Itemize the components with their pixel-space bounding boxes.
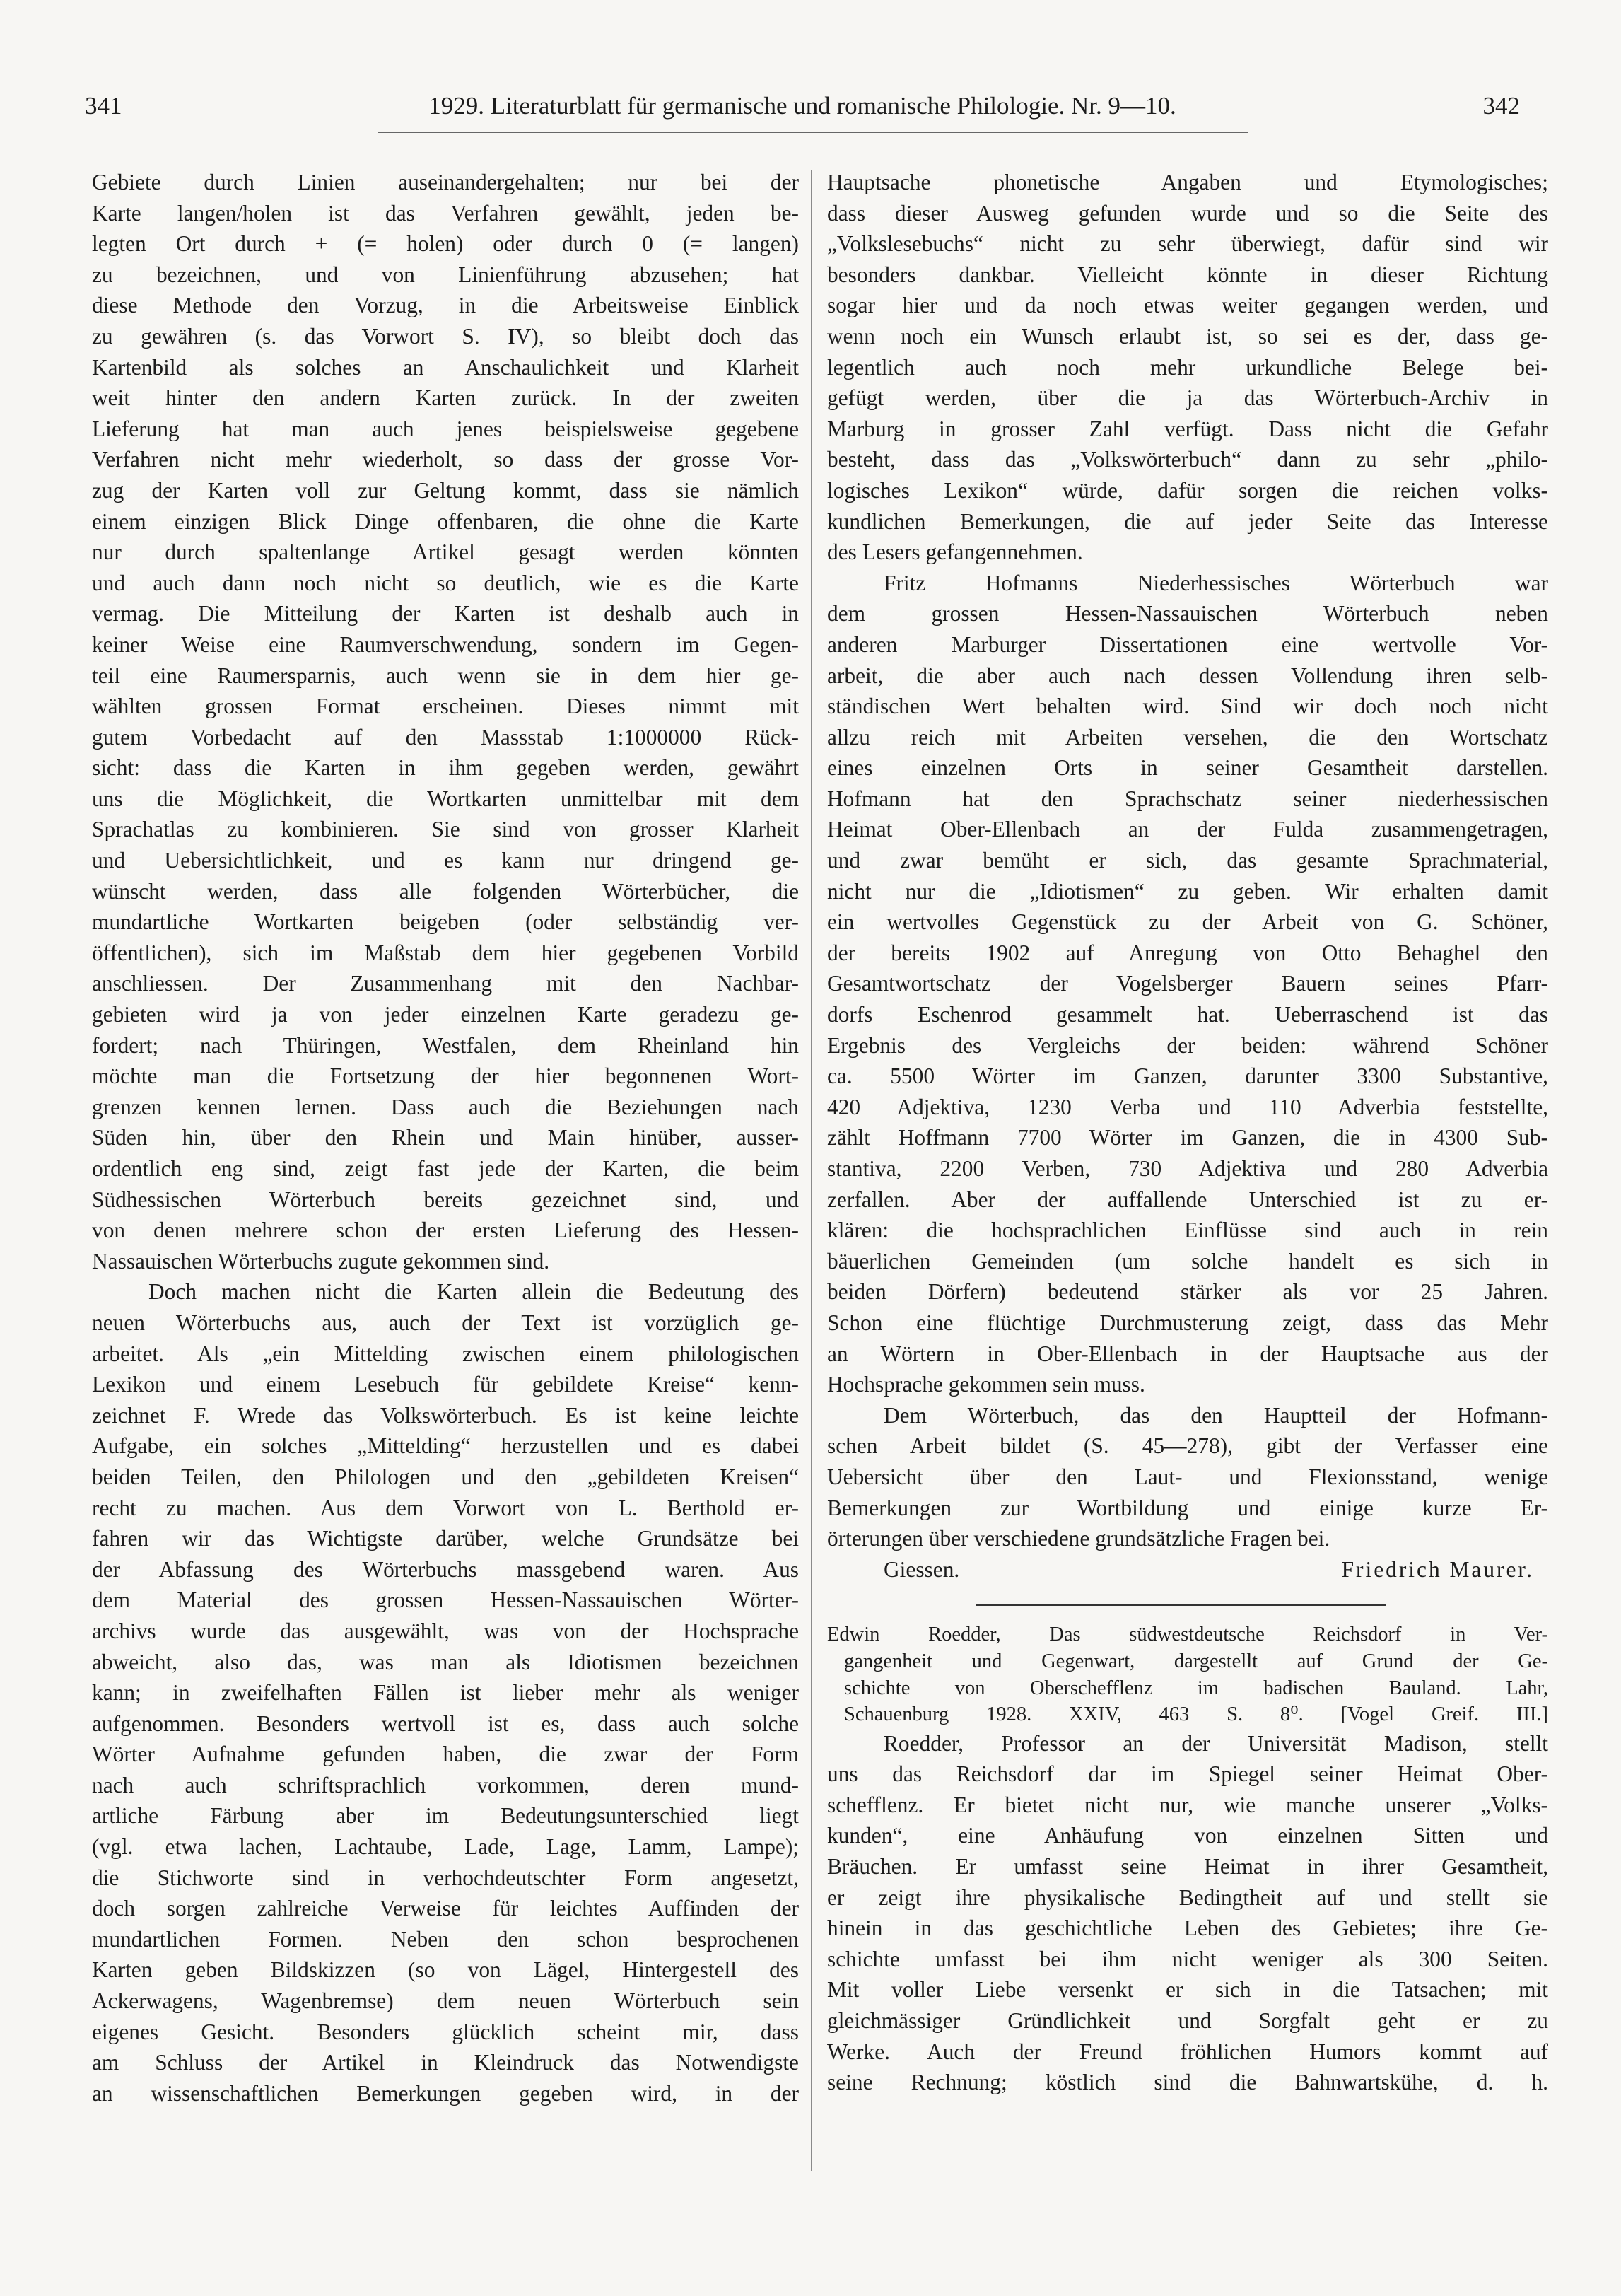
text-line: (vgl. etwa lachen, Lachtaube, Lade, Lage, Lamm, Lampe); [92,1834,799,1860]
text-line: beiden Dörfern) bedeutend stärker als vor 25 Jahren. [827,1279,1548,1305]
text-line: weit hinter den andern Karten zurück. In der zweiten [92,385,799,411]
text-line: Gesamtwortschatz der Vogelsberger Bauern seines Pfarr- [827,971,1548,996]
text-line: allzu reich mit Arbeiten versehen, die den Wortschatz [827,724,1548,750]
text-line: Heimat Ober-Ellenbach an der Fulda zusammengetragen, [827,817,1548,842]
text-line: Uebersicht über den Laut- und Flexionsstand, wenige [827,1464,1548,1489]
text-line: am Schluss der Artikel in Kleindruck das Notwendigste [92,2050,799,2075]
text-line: die Stichworte sind in verhochdeutschter Form angesetzt, [92,1865,799,1890]
text-line: Hofmann hat den Sprachschatz seiner niederhessischen [827,786,1548,811]
text-line: zu bezeichnen, und von Linienführung abzusehen; hat [92,262,799,287]
text-line: vermag. Die Mitteilung der Karten ist deshalb auch in [92,601,799,627]
text-line: legten Ort durch + (= holen) oder durch 0 (= langen) [92,231,799,257]
text-line: eigenes Gesicht. Besonders glücklich scheint mir, dass [92,2019,799,2044]
text-line: arbeitet. Als „ein Mittelding zwischen einem philologischen [92,1341,799,1366]
text-line: Süden hin, über den Rhein und Main hinüber, ausser- [92,1125,799,1150]
text-line: hinein in das geschichtliche Leben des Gebietes; ihre Ge- [827,1916,1548,1941]
text-line: des Lesers gefangennehmen. [827,540,1083,565]
text-line: gefügt werden, über die ja das Wörterbuch-Archiv in [827,385,1548,411]
text-line: arbeit, die aber auch nach dessen Vollendung ihren selb- [827,663,1548,688]
text-line: klären: die hochsprachlichen Einflüsse sind auch in rein [827,1218,1548,1243]
text-line: Nassauischen Wörterbuchs zugute gekommen sind. [92,1248,550,1274]
text-line: schichte umfasst bei ihm nicht weniger als 300 Seiten. [827,1946,1548,1971]
text-line: er zeigt ihre physikalische Bedingtheit auf und stellt sie [827,1884,1548,1910]
text-line: öffentlichen), sich im Maßstab dem hier gegebenen Vorbild [92,940,799,965]
text-line: mundartliche Wortkarten beigeben (oder selbständig ver- [92,909,799,935]
text-line: grenzen kennen lernen. Dass auch die Beziehungen nach [92,1094,799,1119]
text-line: abweicht, also das, was man als Idiotismen bezeichnen [92,1649,799,1674]
text-line: gutem Vorbedacht auf den Massstab 1:1000000 Rück- [92,724,799,750]
text-line: Doch machen nicht die Karten allein die Bedeutung des [148,1279,799,1305]
text-line: ordentlich eng sind, zeigt fast jede der Karten, die beim [92,1156,799,1181]
text-line: Lexikon und einem Lesebuch für gebildete Kreise“ kenn- [92,1372,799,1397]
text-line: fordert; nach Thüringen, Westfalen, dem Rheinland hin [92,1032,799,1058]
text-line: Karte langen/holen ist das Verfahren gewählt, jeden be- [92,200,799,226]
text-line: Bräuchen. Er umfasst seine Heimat in ihrer Gesamtheit, [827,1854,1548,1880]
text-line: dorfs Eschenrod gesammelt hat. Ueberraschend ist das [827,1002,1548,1027]
text-line: sogar hier und da noch etwas weiter gegangen werden, und [827,293,1548,318]
text-line: Ergebnis des Vergleichs der beiden: während Schöner [827,1032,1548,1058]
text-line: der bereits 1902 auf Anregung von Otto Behaghel den [827,940,1548,965]
text-line: beiden Teilen, den Philologen und den „gebildeten Kreisen“ [92,1464,799,1489]
text-line: „Volkslesebuchs“ nicht zu sehr überwiegt, dafür sind wir [827,231,1548,257]
text-line: der Abfassung des Wörterbuchs massgebend waren. Aus [92,1556,799,1582]
text-line: gebieten wird ja von jeder einzelnen Karte geradezu ge- [92,1002,799,1027]
text-line: kunden“, eine Anhäufung von einzelnen Sitten und [827,1823,1548,1848]
text-line: doch sorgen zahlreiche Verweise für leichtes Auffinden der [92,1896,799,1921]
text-line: Wörter Aufnahme gefunden haben, die zwar der Form [92,1742,799,1767]
text-line: und auch dann noch nicht so deutlich, wie es die Karte [92,570,799,595]
text-line: Lieferung hat man auch jenes beispielsweise gegebene [92,416,799,441]
text-line: schen Arbeit bildet (S. 45—278), gibt der Verfasser eine [827,1433,1548,1459]
text-line: örterungen über verschiedene grundsätzliche Fragen bei. [827,1526,1330,1551]
text-line: seine Rechnung; köstlich sind die Bahnwartskühe, d. h. [827,2070,1548,2095]
running-header [85,85,1520,127]
text-line: fahren wir das Wichtigste darüber, welche Grundsätze bei [92,1526,799,1551]
right-column [827,167,1548,2098]
text-line: schichte von Oberschefflenz im badischen Bauland. Lahr, [844,1677,1548,1699]
text-line: Südhessischen Wörterbuch bereits gezeichnet sind, und [92,1187,799,1212]
text-line: mundartlichen Formen. Neben den schon besprochenen [92,1926,799,1952]
text-line: besteht, dass das „Volkswörterbuch“ dann zu sehr „philo- [827,447,1548,472]
text-line: wünscht werden, dass alle folgenden Wörterbücher, die [92,878,799,904]
text-line: eines einzelnen Orts in seiner Gesamtheit darstellen. [827,755,1548,781]
text-line: diese Methode den Vorzug, in die Arbeitsweise Einblick [92,293,799,318]
section-rule [976,1604,1386,1606]
text-line: einem einzigen Blick Dinge offenbaren, die ohne die Karte [92,508,799,534]
text-line: Verfahren nicht mehr wiederholt, so dass der grosse Vor- [92,447,799,472]
text-line: zeichnet F. Wrede das Volkswörterbuch. Es ist keine leichte [92,1402,799,1428]
left-column [92,167,799,2109]
text-line: anderen Marburger Dissertationen eine wertvolle Vor- [827,631,1548,657]
text-line: neuen Wörterbuchs aus, auch der Text ist vorzüglich ge- [92,1310,799,1335]
bibliographic-entry [827,1621,1548,1727]
text-line: Edwin Roedder, Das südwestdeutsche Reichsdorf in Ver- [827,1624,1548,1646]
text-line: und zwar bemüht er sich, das gesamte Sprachmaterial, [827,848,1548,873]
text-line: Schon eine flüchtige Durchmusterung zeigt, dass das Mehr [827,1310,1548,1335]
column-divider [811,170,812,2171]
text-line: legentlich auch noch mehr urkundliche Belege bei- [827,354,1548,380]
text-line: ein wertvolles Gegenstück zu der Arbeit von G. Schöner, [827,909,1548,935]
page-number-right: 342 [1482,92,1520,120]
text-line: 420 Adjektiva, 1230 Verba und 110 Adverbia feststellte, [827,1094,1548,1119]
text-line: wählten grossen Format erscheinen. Dieses nimmt mit [92,694,799,719]
text-line: Fritz Hofmanns Niederhessisches Wörterbuch war [884,570,1548,595]
page-number-left: 341 [85,92,122,120]
text-line: bäuerlichen Gemeinden (um solche handelt es sich in [827,1248,1548,1274]
text-line: Ackerwagens, Wagenbremse) dem neuen Wörterbuch sein [92,1988,799,2014]
text-line: keiner Weise eine Raumverschwendung, sondern im Gegen- [92,631,799,657]
review-roedder-text [827,1728,1548,2098]
text-line: stantiva, 2200 Verben, 730 Adjektiva und 280 Adverbia [827,1156,1548,1181]
text-line: logisches Lexikon“ würde, dafür sorgen die reichen volks- [827,477,1548,503]
text-line: und Uebersichtlichkeit, und es kann nur dringend ge- [92,848,799,873]
signature [827,1554,1548,1585]
signature-name: Friedrich Maurer. [1341,1556,1534,1582]
text-line: uns die Möglichkeit, die Wortkarten unmittelbar mit dem [92,786,799,811]
text-line: Hauptsache phonetische Angaben und Etymologisches; [827,170,1548,194]
text-line: dem grossen Hessen-Nassauischen Wörterbuch neben [827,601,1548,627]
text-line: ca. 5500 Wörter im Ganzen, darunter 3300 Substantive, [827,1063,1548,1089]
text-line: Werke. Auch der Freund fröhlichen Humors kommt auf [827,2039,1548,2064]
signature-place: Giessen. [884,1556,960,1582]
text-line: wenn noch ein Wunsch erlaubt ist, so sei es der, dass ge- [827,323,1548,349]
text-line: kann; in zweifelhaften Fällen ist lieber mehr als weniger [92,1680,799,1706]
text-line: anschliessen. Der Zusammenhang mit den Nachbar- [92,971,799,996]
text-line: Schauenburg 1928. XXIV, 463 S. 8⁰. [Vogel Greif. III.] [844,1703,1548,1726]
text-line: sicht: dass die Karten in ihm gegeben werden, gewährt [92,755,799,781]
text-line: teil eine Raumersparnis, auch wenn sie in dem hier ge- [92,663,799,688]
text-line: uns das Reichsdorf dar im Spiegel seiner Heimat Ober- [827,1761,1548,1787]
text-line: gleichmässiger Gründlichkeit und Sorgfalt geht er zu [827,2008,1548,2034]
journal-title: 1929. Literaturblatt für germanische und romanische Philologie. Nr. 9—10. [428,92,1176,120]
text-line: Roedder, Professor an der Universität Madison, stellt [884,1730,1548,1756]
text-line: zu gewähren (s. das Vorwort S. IV), so bleibt doch das [92,323,799,349]
text-line: schefflenz. Er bietet nicht nur, wie manche unserer „Volks- [827,1792,1548,1817]
text-line: Karten geben Bildskizzen (so von Lägel, Hintergestell des [92,1957,799,1983]
text-line: Hochsprache gekommen sein muss. [827,1372,1145,1397]
text-line: nicht nur die „Idiotismen“ zu geben. Wir erhalten damit [827,878,1548,904]
text-line: Aufgabe, ein solches „Mittelding“ herzustellen und es dabei [92,1433,799,1459]
text-line: zug der Karten voll zur Geltung kommt, dass sie nämlich [92,477,799,503]
text-line: dem Material des grossen Hessen-Nassauischen Wörter- [92,1587,799,1613]
text-line: von denen mehrere schon der ersten Lieferung des Hessen- [92,1218,799,1243]
text-line: nur durch spaltenlange Artikel gesagt werden könnten [92,540,799,565]
text-line: Marburg in grosser Zahl verfügt. Dass nicht die Gefahr [827,416,1548,441]
text-line: an wissenschaftlichen Bemerkungen gegeben wird, in der [92,2080,799,2106]
text-line: aufgenommen. Besonders wertvoll ist es, dass auch solche [92,1711,799,1736]
text-line: möchte man die Fortsetzung der hier begonnenen Wort- [92,1063,799,1089]
text-line: zerfallen. Aber der auffallende Unterschied ist zu er- [827,1187,1548,1212]
review-hofmann-text [827,167,1548,1554]
text-line: gangenheit und Gegenwart, dargestellt auf Grund der Ge- [844,1650,1548,1672]
text-line: zählt Hoffmann 7700 Wörter im Ganzen, die in 4300 Sub- [827,1125,1548,1150]
text-line: Dem Wörterbuch, das den Hauptteil der Hofmann- [884,1402,1548,1428]
text-line: kundlichen Bemerkungen, die auf jeder Seite das Interesse [827,508,1548,534]
text-line: Sprachatlas zu kombinieren. Sie sind von grosser Klarheit [92,817,799,842]
text-line: an Wörtern in Ober-Ellenbach in der Hauptsache aus der [827,1341,1548,1366]
text-line: Kartenbild als solches an Anschaulichkeit und Klarheit [92,354,799,380]
text-line: besonders dankbar. Vielleicht könnte in dieser Richtung [827,262,1548,287]
text-line: dass dieser Ausweg gefunden wurde und so die Seite des [827,200,1548,226]
text-line: artliche Färbung aber im Bedeutungsunterschied liegt [92,1803,799,1829]
text-line: ständischen Wert behalten wird. Sind wir doch noch nicht [827,694,1548,719]
text-line: recht zu machen. Aus dem Vorwort von L. Berthold er- [92,1495,799,1520]
text-line: Mit voller Liebe versenkt er sich in die Tatsachen; mit [827,1977,1548,2003]
header-rule [378,132,1248,133]
text-line: Gebiete durch Linien auseinandergehalten; nur bei der [92,170,799,194]
text-line: Bemerkungen zur Wortbildung und einige kurze Er- [827,1495,1548,1520]
text-line: archivs wurde das ausgewählt, was von der Hochsprache [92,1618,799,1643]
text-line: nach auch schriftsprachlich vorkommen, deren mund- [92,1772,799,1797]
